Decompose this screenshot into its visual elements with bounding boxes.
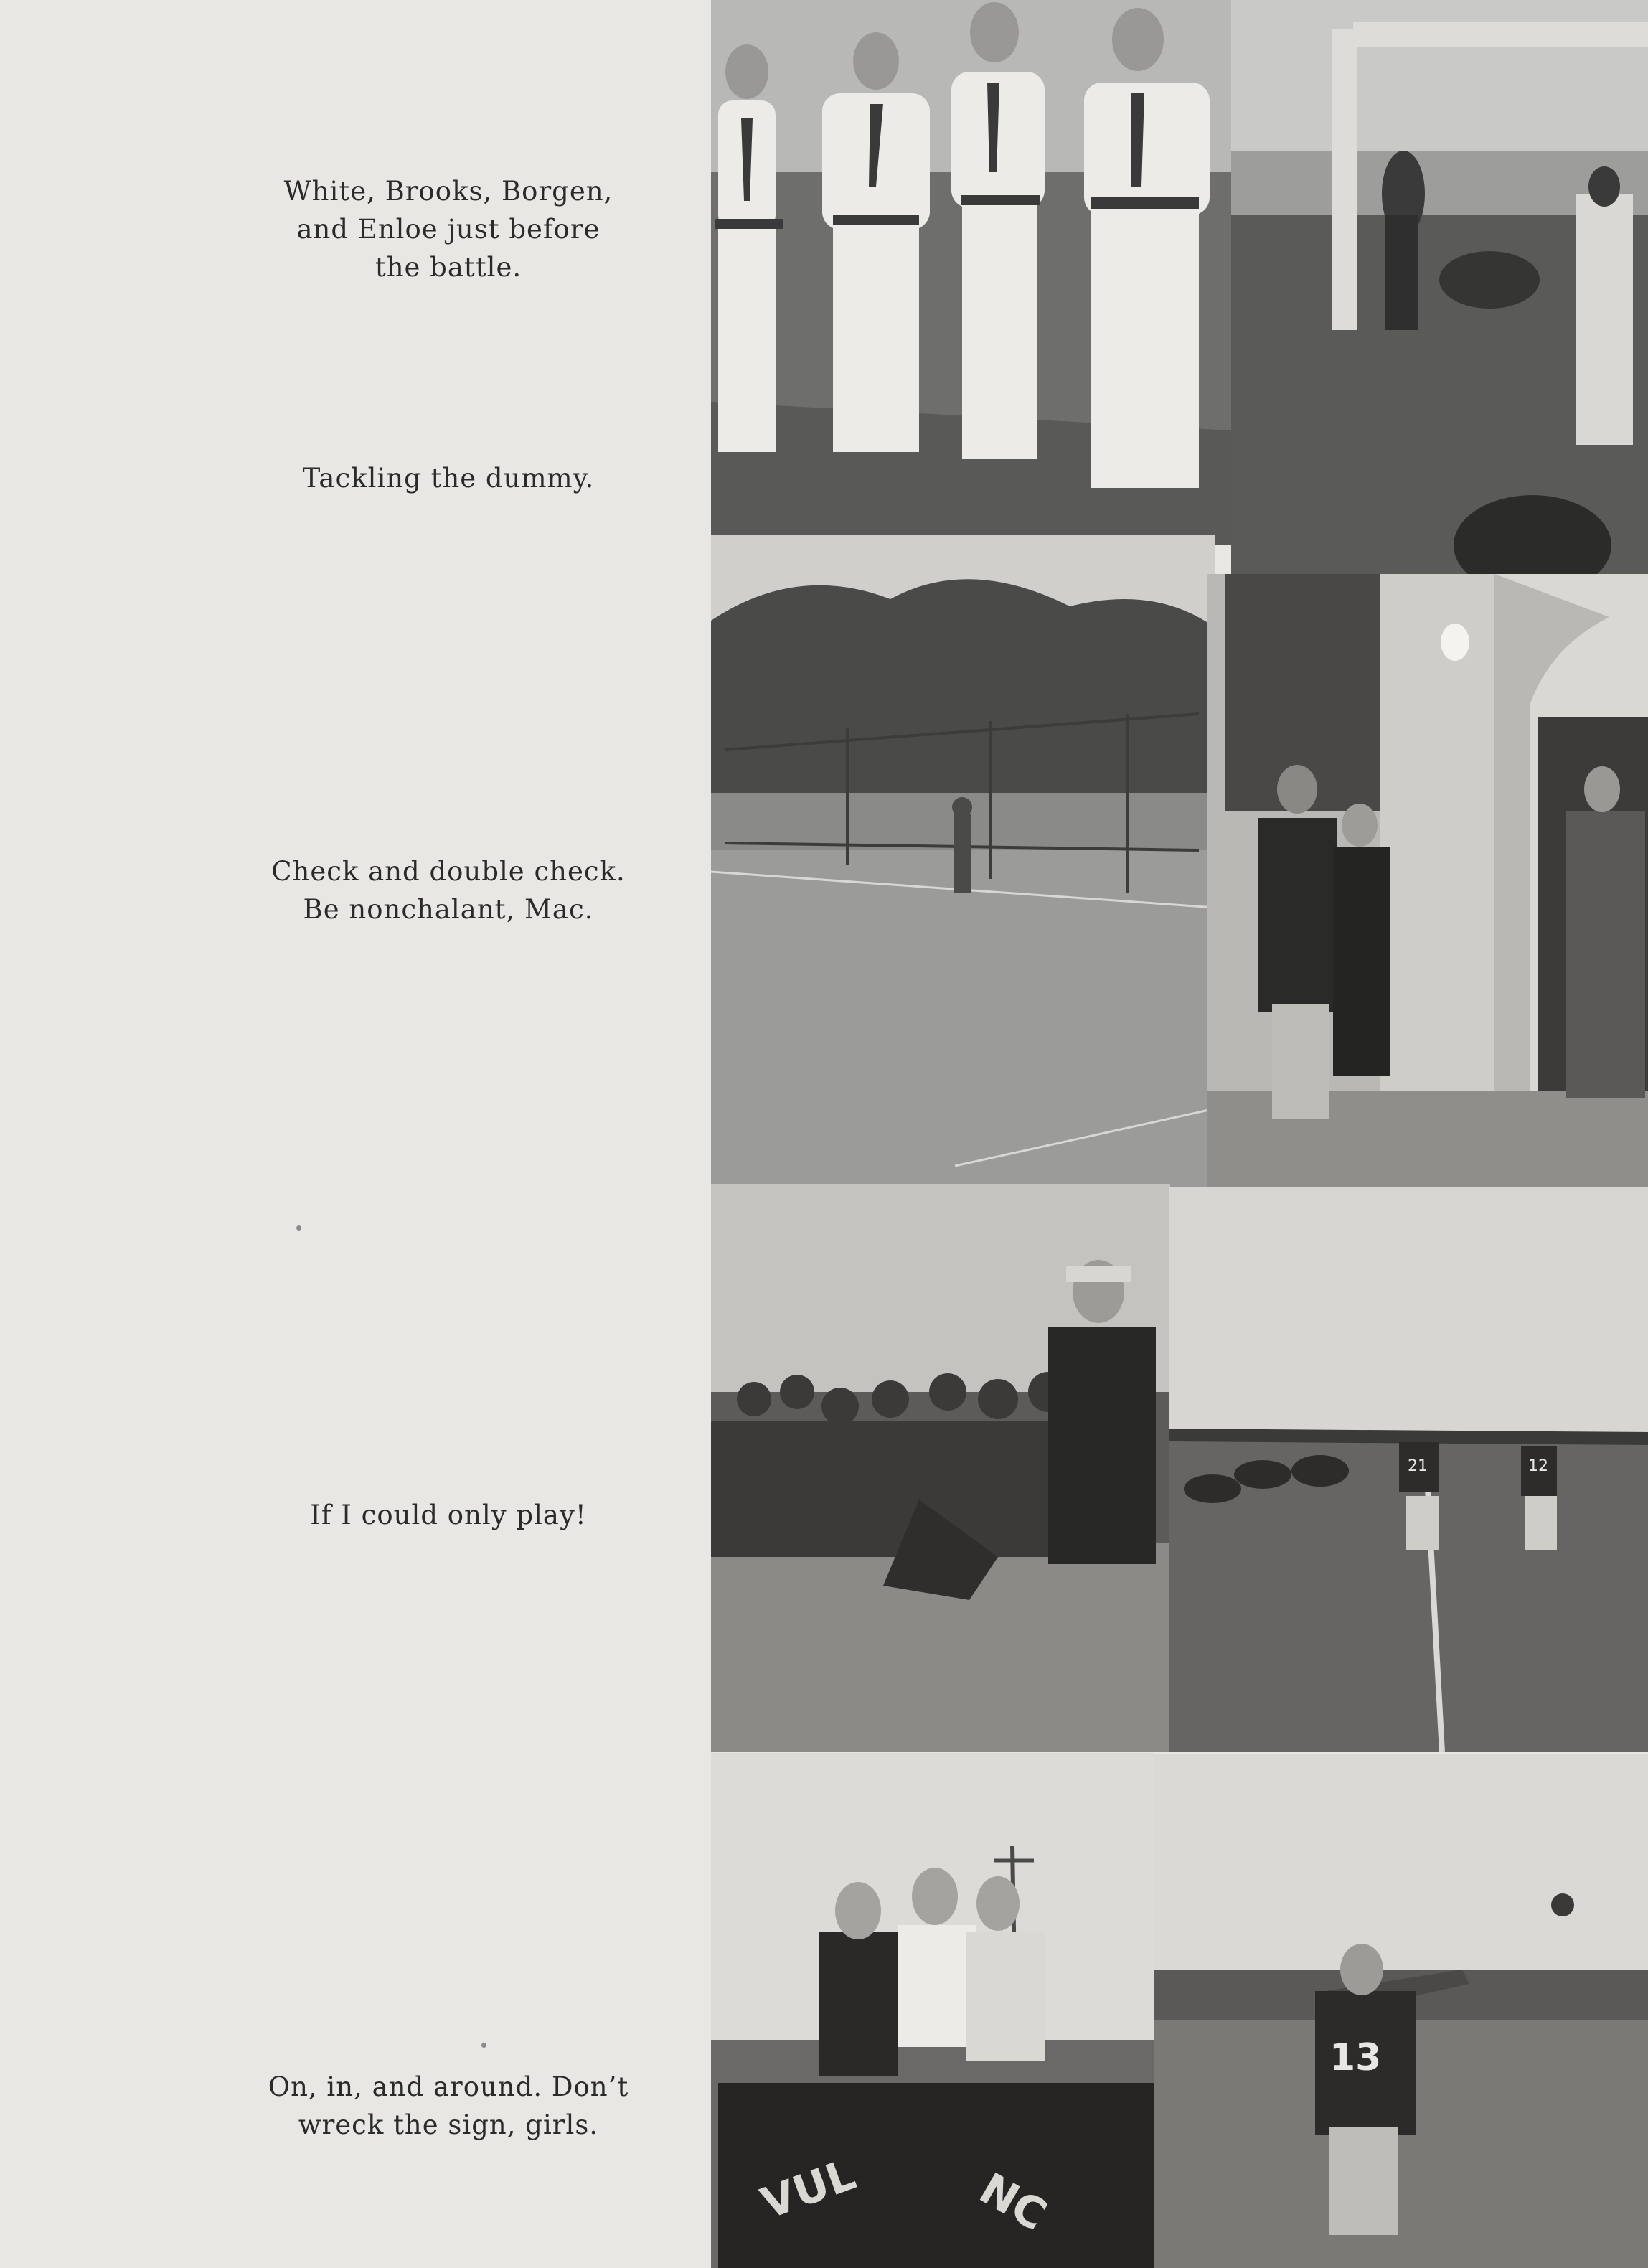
paper-speck bbox=[481, 2043, 486, 2048]
caption-four-men: White, Brooks, Borgen, and Enloe just before the battle. bbox=[283, 176, 613, 283]
photo-four-men bbox=[711, 0, 1231, 545]
jersey-number-13: 13 bbox=[1329, 2036, 1382, 2079]
caption-tackling-dummy: Tackling the dummy. bbox=[302, 463, 595, 494]
caption-check-double-check: Check and double check. Be nonchalant, Mac. bbox=[271, 856, 626, 925]
caption-sign-girls: On, in, and around. Don’t wreck the sign, girls. bbox=[268, 2071, 629, 2140]
paper-speck bbox=[296, 1225, 301, 1231]
sign-letters-left: VUL bbox=[755, 2149, 862, 2230]
photo-tackling-dummy bbox=[1231, 0, 1648, 585]
jersey-number-21: 21 bbox=[1408, 1457, 1428, 1475]
photo-passer-thirteen bbox=[1154, 1754, 1648, 2268]
photo-couple-building bbox=[1207, 574, 1648, 1197]
photo-girls-on-sign bbox=[711, 1753, 1154, 2268]
photo-sideline-players bbox=[711, 1184, 1170, 1752]
photo-football-practice bbox=[1169, 1187, 1648, 1752]
jersey-number-12: 12 bbox=[1528, 1457, 1548, 1475]
caption-could-only-play: If I could only play! bbox=[310, 1500, 587, 1530]
photo-tennis-court bbox=[711, 535, 1215, 1195]
sign-letters-right: NC bbox=[971, 2163, 1055, 2241]
